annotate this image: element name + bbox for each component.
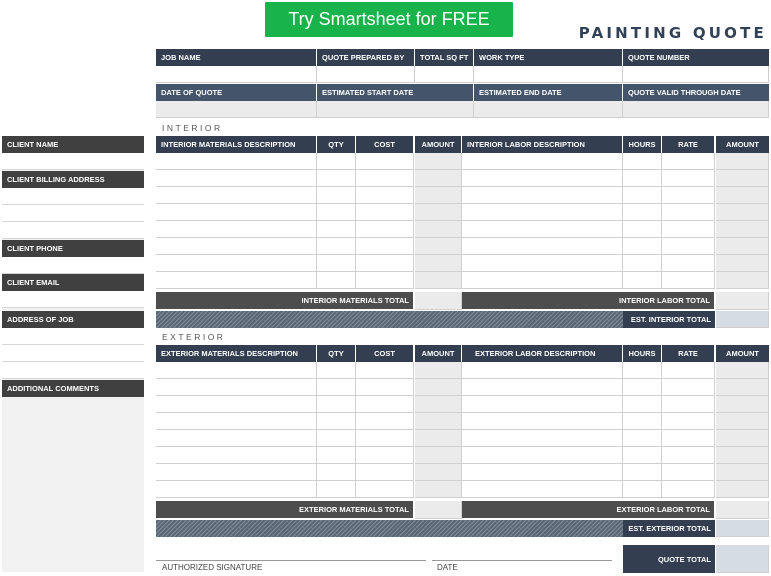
interior-labor-amount-cell[interactable] — [716, 153, 769, 170]
exterior-labor-amount-cell[interactable] — [716, 481, 769, 498]
interior-materials-desc-cell[interactable] — [156, 255, 317, 272]
exterior-amount-cell[interactable] — [415, 464, 462, 481]
quote-number-field[interactable] — [623, 66, 769, 83]
exterior-hours-cell[interactable] — [623, 481, 662, 498]
exterior-labor-desc-cell[interactable] — [462, 464, 623, 481]
interior-amount-cell[interactable] — [415, 272, 462, 289]
quote-total-value[interactable] — [716, 545, 769, 573]
interior-labor-amount-cell[interactable] — [716, 238, 769, 255]
interior-labor-desc-cell[interactable] — [462, 238, 623, 255]
interior-hours-cell[interactable] — [623, 238, 662, 255]
additional-comments-label: ADDITIONAL COMMENTS — [2, 380, 144, 397]
exterior-cost-cell[interactable] — [356, 481, 414, 498]
interior-rate-cell[interactable] — [662, 272, 715, 289]
client-billing-field[interactable] — [2, 188, 144, 205]
exterior-labor-amount-cell[interactable] — [716, 379, 769, 396]
exterior-rate-header: RATE — [662, 345, 715, 362]
interior-labor-desc-header: INTERIOR LABOR DESCRIPTION — [462, 136, 623, 153]
exterior-hours-cell[interactable] — [623, 413, 662, 430]
exterior-qty-cell[interactable] — [317, 464, 356, 481]
interior-labor-amount-header: AMOUNT — [716, 136, 769, 153]
date-of-quote-field[interactable] — [156, 101, 317, 118]
client-phone-label: CLIENT PHONE — [2, 240, 144, 257]
estimated-start-date-header: ESTIMATED START DATE — [317, 84, 474, 101]
exterior-hours-cell[interactable] — [623, 396, 662, 413]
interior-cost-cell[interactable] — [356, 170, 414, 187]
exterior-labor-amount-cell[interactable] — [716, 396, 769, 413]
work-type-field[interactable] — [474, 66, 623, 83]
interior-hours-cell[interactable] — [623, 204, 662, 221]
exterior-materials-desc-cell[interactable] — [156, 481, 317, 498]
exterior-materials-desc-cell[interactable] — [156, 447, 317, 464]
exterior-labor-desc-cell[interactable] — [462, 430, 623, 447]
total-sq-ft-field[interactable] — [415, 66, 474, 83]
exterior-materials-desc-cell[interactable] — [156, 379, 317, 396]
exterior-materials-desc-header: EXTERIOR MATERIALS DESCRIPTION — [156, 345, 317, 362]
address-of-job-label: ADDRESS OF JOB — [2, 311, 144, 328]
interior-amount-header: AMOUNT — [415, 136, 462, 153]
interior-hours-cell[interactable] — [623, 221, 662, 238]
interior-amount-cell[interactable] — [415, 170, 462, 187]
date-of-quote-header: DATE OF QUOTE — [156, 84, 317, 101]
interior-hours-cell[interactable] — [623, 272, 662, 289]
interior-materials-desc-cell[interactable] — [156, 153, 317, 170]
exterior-amount-cell[interactable] — [415, 447, 462, 464]
exterior-cost-cell[interactable] — [356, 464, 414, 481]
est-interior-total-value[interactable] — [716, 311, 769, 328]
interior-cost-cell[interactable] — [356, 272, 414, 289]
try-smartsheet-button[interactable]: Try Smartsheet for FREE — [265, 2, 513, 37]
signature-date-label: DATE — [437, 563, 458, 572]
interior-labor-desc-cell[interactable] — [462, 272, 623, 289]
exterior-labor-amount-cell[interactable] — [716, 430, 769, 447]
exterior-cost-cell[interactable] — [356, 379, 414, 396]
interior-materials-desc-cell[interactable] — [156, 204, 317, 221]
work-type-header: WORK TYPE — [474, 49, 623, 66]
exterior-amount-cell[interactable] — [415, 362, 462, 379]
interior-qty-cell[interactable] — [317, 238, 356, 255]
interior-qty-cell[interactable] — [317, 255, 356, 272]
estimated-end-date-header: ESTIMATED END DATE — [474, 84, 623, 101]
interior-labor-desc-cell[interactable] — [462, 221, 623, 238]
exterior-qty-cell[interactable] — [317, 362, 356, 379]
exterior-qty-cell[interactable] — [317, 430, 356, 447]
interior-labor-amount-cell[interactable] — [716, 221, 769, 238]
exterior-labor-desc-cell[interactable] — [462, 413, 623, 430]
interior-materials-desc-header: INTERIOR MATERIALS DESCRIPTION — [156, 136, 317, 153]
interior-materials-desc-cell[interactable] — [156, 187, 317, 204]
exterior-labor-desc-cell[interactable] — [462, 396, 623, 413]
exterior-materials-total-label: EXTERIOR MATERIALS TOTAL — [156, 501, 414, 518]
exterior-qty-cell[interactable] — [317, 396, 356, 413]
interior-qty-cell[interactable] — [317, 170, 356, 187]
signature-line — [156, 560, 426, 561]
exterior-rate-cell[interactable] — [662, 430, 715, 447]
interior-hours-cell[interactable] — [623, 255, 662, 272]
interior-labor-amount-cell[interactable] — [716, 187, 769, 204]
exterior-hours-header: HOURS — [623, 345, 662, 362]
interior-cost-cell[interactable] — [356, 221, 414, 238]
interior-amount-cell[interactable] — [415, 187, 462, 204]
interior-rate-cell[interactable] — [662, 255, 715, 272]
interior-materials-desc-cell[interactable] — [156, 272, 317, 289]
exterior-materials-desc-cell[interactable] — [156, 396, 317, 413]
exterior-rate-cell[interactable] — [662, 447, 715, 464]
est-exterior-total-label: EST. EXTERIOR TOTAL — [623, 520, 716, 537]
exterior-hatch-bar — [156, 520, 623, 537]
interior-cost-cell[interactable] — [356, 255, 414, 272]
exterior-labor-amount-cell[interactable] — [716, 464, 769, 481]
exterior-amount-cell[interactable] — [415, 379, 462, 396]
interior-cost-cell[interactable] — [356, 204, 414, 221]
exterior-labor-desc-cell[interactable] — [462, 447, 623, 464]
exterior-amount-cell[interactable] — [415, 396, 462, 413]
interior-rate-cell[interactable] — [662, 170, 715, 187]
quote-total-label: QUOTE TOTAL — [623, 545, 716, 573]
interior-qty-cell[interactable] — [317, 204, 356, 221]
exterior-materials-desc-cell[interactable] — [156, 464, 317, 481]
exterior-cost-cell[interactable] — [356, 447, 414, 464]
exterior-rate-cell[interactable] — [662, 464, 715, 481]
interior-cost-cell[interactable] — [356, 238, 414, 255]
quote-number-header: QUOTE NUMBER — [623, 49, 769, 66]
exterior-cost-cell[interactable] — [356, 413, 414, 430]
interior-qty-cell[interactable] — [317, 153, 356, 170]
interior-rate-cell[interactable] — [662, 153, 715, 170]
client-name-field[interactable] — [2, 153, 144, 170]
exterior-amount-cell[interactable] — [415, 413, 462, 430]
interior-labor-total-label: INTERIOR LABOR TOTAL — [462, 292, 715, 309]
page-title: PAINTING QUOTE — [578, 24, 767, 42]
interior-qty-cell[interactable] — [317, 187, 356, 204]
exterior-materials-total-value[interactable] — [415, 501, 462, 519]
interior-materials-desc-cell[interactable] — [156, 238, 317, 255]
exterior-labor-desc-cell[interactable] — [462, 362, 623, 379]
interior-qty-header: QTY — [317, 136, 356, 153]
interior-cost-cell[interactable] — [356, 187, 414, 204]
interior-section-label: INTERIOR — [162, 123, 223, 133]
exterior-materials-desc-cell[interactable] — [156, 430, 317, 447]
interior-hours-cell[interactable] — [623, 187, 662, 204]
exterior-qty-cell[interactable] — [317, 481, 356, 498]
client-billing-field[interactable] — [2, 205, 144, 222]
interior-amount-cell[interactable] — [415, 153, 462, 170]
estimated-end-date-field[interactable] — [474, 101, 623, 118]
interior-amount-cell[interactable] — [415, 221, 462, 238]
interior-labor-amount-cell[interactable] — [716, 204, 769, 221]
exterior-hours-cell[interactable] — [623, 464, 662, 481]
est-exterior-total-value[interactable] — [716, 520, 769, 537]
exterior-labor-desc-cell[interactable] — [462, 379, 623, 396]
interior-materials-total-value[interactable] — [415, 292, 462, 310]
address-of-job-field[interactable] — [2, 362, 144, 379]
interior-rate-header: RATE — [662, 136, 715, 153]
exterior-cost-cell[interactable] — [356, 430, 414, 447]
exterior-materials-desc-cell[interactable] — [156, 413, 317, 430]
interior-labor-desc-cell[interactable] — [462, 187, 623, 204]
exterior-labor-total-label: EXTERIOR LABOR TOTAL — [462, 501, 715, 518]
interior-amount-cell[interactable] — [415, 204, 462, 221]
total-sq-ft-header: TOTAL SQ FT — [415, 49, 474, 66]
quote-valid-through-header: QUOTE VALID THROUGH DATE — [623, 84, 769, 101]
exterior-qty-header: QTY — [317, 345, 356, 362]
exterior-labor-desc-cell[interactable] — [462, 481, 623, 498]
interior-labor-desc-cell[interactable] — [462, 204, 623, 221]
interior-cost-cell[interactable] — [356, 153, 414, 170]
exterior-rate-cell[interactable] — [662, 481, 715, 498]
exterior-rate-cell[interactable] — [662, 362, 715, 379]
exterior-cost-cell[interactable] — [356, 396, 414, 413]
exterior-qty-cell[interactable] — [317, 379, 356, 396]
interior-rate-cell[interactable] — [662, 238, 715, 255]
client-name-label: CLIENT NAME — [2, 136, 144, 153]
exterior-hours-cell[interactable] — [623, 379, 662, 396]
interior-labor-desc-cell[interactable] — [462, 255, 623, 272]
interior-hours-header: HOURS — [623, 136, 662, 153]
interior-qty-cell[interactable] — [317, 221, 356, 238]
exterior-amount-header: AMOUNT — [415, 345, 462, 362]
interior-rate-cell[interactable] — [662, 221, 715, 238]
interior-hours-cell[interactable] — [623, 153, 662, 170]
interior-materials-desc-cell[interactable] — [156, 221, 317, 238]
interior-amount-cell[interactable] — [415, 238, 462, 255]
exterior-labor-desc-header: EXTERIOR LABOR DESCRIPTION — [462, 345, 623, 362]
exterior-labor-amount-cell[interactable] — [716, 362, 769, 379]
exterior-hours-cell[interactable] — [623, 447, 662, 464]
quote-prepared-by-header: QUOTE PREPARED BY — [317, 49, 415, 66]
client-email-field[interactable] — [2, 291, 144, 308]
exterior-rate-cell[interactable] — [662, 396, 715, 413]
exterior-materials-desc-cell[interactable] — [156, 362, 317, 379]
address-of-job-field[interactable] — [2, 328, 144, 345]
interior-hours-cell[interactable] — [623, 170, 662, 187]
client-email-label: CLIENT EMAIL — [2, 274, 144, 291]
interior-materials-total-label: INTERIOR MATERIALS TOTAL — [156, 292, 414, 309]
estimated-start-date-field[interactable] — [317, 101, 474, 118]
interior-labor-total-value[interactable] — [716, 292, 769, 310]
exterior-labor-total-value[interactable] — [716, 501, 769, 519]
interior-materials-desc-cell[interactable] — [156, 170, 317, 187]
authorized-signature-label: AUTHORIZED SIGNATURE — [162, 563, 263, 572]
interior-qty-cell[interactable] — [317, 272, 356, 289]
interior-labor-desc-cell[interactable] — [462, 153, 623, 170]
interior-hatch-bar — [156, 311, 623, 328]
quote-valid-through-field[interactable] — [623, 101, 769, 118]
exterior-labor-amount-cell[interactable] — [716, 413, 769, 430]
exterior-section-label: EXTERIOR — [162, 332, 226, 342]
exterior-rate-cell[interactable] — [662, 379, 715, 396]
interior-rate-cell[interactable] — [662, 204, 715, 221]
exterior-qty-cell[interactable] — [317, 447, 356, 464]
interior-labor-amount-cell[interactable] — [716, 170, 769, 187]
job-name-header: JOB NAME — [156, 49, 317, 66]
client-billing-field[interactable] — [2, 222, 144, 239]
interior-rate-cell[interactable] — [662, 187, 715, 204]
client-billing-label: CLIENT BILLING ADDRESS — [2, 171, 144, 188]
exterior-hours-cell[interactable] — [623, 430, 662, 447]
exterior-amount-cell[interactable] — [415, 481, 462, 498]
exterior-hours-cell[interactable] — [623, 362, 662, 379]
date-line — [432, 560, 612, 561]
interior-labor-amount-cell[interactable] — [716, 272, 769, 289]
est-interior-total-label: EST. INTERIOR TOTAL — [623, 311, 716, 328]
job-name-field[interactable] — [156, 66, 317, 83]
exterior-amount-cell[interactable] — [415, 430, 462, 447]
quote-prepared-by-field[interactable] — [317, 66, 415, 83]
exterior-labor-amount-cell[interactable] — [716, 447, 769, 464]
exterior-cost-cell[interactable] — [356, 362, 414, 379]
interior-amount-cell[interactable] — [415, 255, 462, 272]
interior-cost-header: COST — [356, 136, 414, 153]
exterior-rate-cell[interactable] — [662, 413, 715, 430]
interior-labor-desc-cell[interactable] — [462, 170, 623, 187]
interior-labor-amount-cell[interactable] — [716, 255, 769, 272]
client-phone-field[interactable] — [2, 257, 144, 274]
exterior-labor-amount-header: AMOUNT — [716, 345, 769, 362]
address-of-job-field[interactable] — [2, 345, 144, 362]
exterior-cost-header: COST — [356, 345, 414, 362]
exterior-qty-cell[interactable] — [317, 413, 356, 430]
